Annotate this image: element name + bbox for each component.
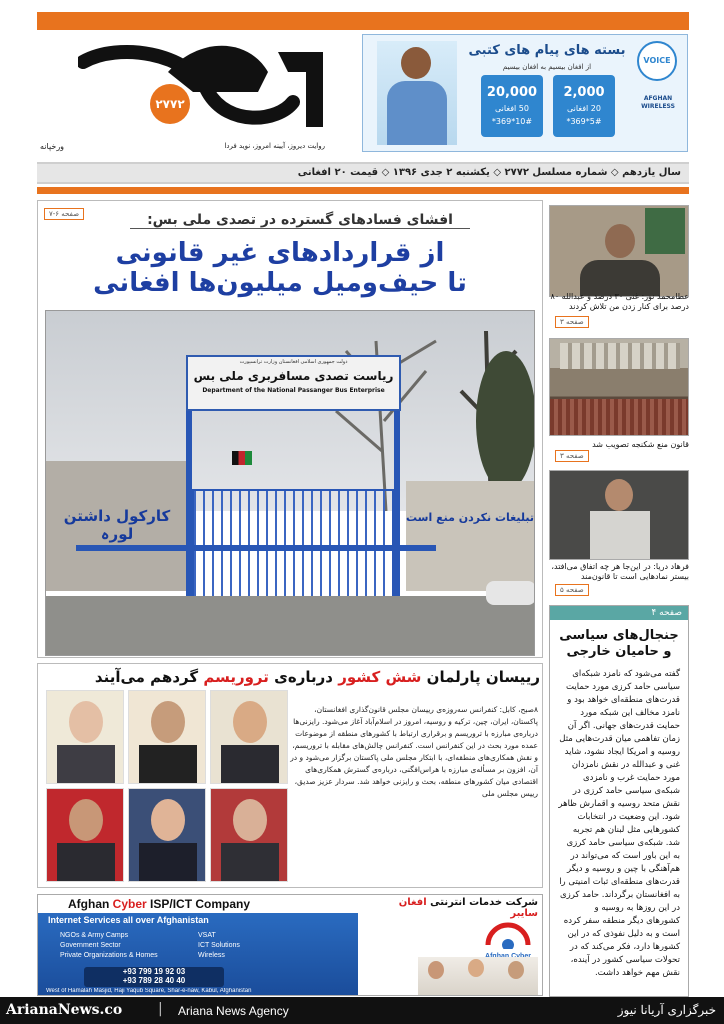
ad-people-image (418, 957, 538, 996)
issue-info-bar (37, 162, 689, 184)
footer-agency-fa: خبرگزاری آریانا نیوز (617, 1003, 716, 1017)
flag (232, 451, 252, 465)
opinion-column[interactable] (549, 605, 689, 997)
entrance-sign (186, 355, 401, 411)
ad-phone-1: +93 799 19 92 03 (122, 967, 186, 976)
issue-serial: شماره مسلسل ۲۷۷۲ (504, 167, 608, 178)
ad-phone-2: +93 789 28 40 40 (122, 976, 186, 985)
portrait-5 (128, 788, 206, 882)
sign-english: Department of the National Passanger Bus Enterprise (202, 387, 385, 394)
ad-service-item: VSAT (198, 932, 216, 939)
headline-part-1: رییسان پارلمان (426, 668, 540, 686)
headline-red-1: شش کشور (338, 668, 422, 686)
wall-text-left: کارکول داشتن لورہ (63, 507, 171, 543)
portrait-4 (46, 788, 124, 882)
issue-year: سال یازدهم (622, 167, 681, 178)
ad-service-item: Government Sector (60, 942, 121, 949)
parked-car (486, 581, 535, 605)
footer-separator: | (158, 1001, 163, 1017)
top-advertisement[interactable] (362, 34, 688, 152)
wall-text-right: تبلیغات نکردن منع است (406, 511, 534, 524)
ad-voice-logo: VOICE (637, 41, 677, 81)
ad-service-item: ICT Solutions (198, 942, 240, 949)
ad-top-title: بسته های پیام های کتبی (468, 43, 626, 58)
lead-photo[interactable] (45, 310, 535, 656)
ad-box-2-label: 20 افغانی (567, 104, 601, 113)
ad-services-left (60, 931, 158, 961)
side-page-ref-1[interactable]: صفحه ۳ (555, 316, 589, 328)
gate-post-right (394, 411, 400, 601)
ad-box-2-code: *369*5# (566, 117, 602, 126)
portrait-3 (210, 690, 288, 784)
portrait-1 (46, 690, 124, 784)
column-title[interactable]: جنجال‌های سیاسی و حامیان خارجی (559, 628, 679, 659)
side-photo-2[interactable] (549, 338, 689, 436)
portrait-2 (128, 690, 206, 784)
column-page-ref[interactable]: صفحه ۴ (550, 606, 688, 620)
paper-tag: ورخپانه (40, 142, 65, 151)
ad-address: West of Hamalah Masjid, Haji Yaqub Square, Shar-e-naw, Kabul, Afghanistan (46, 988, 252, 994)
lead-headline[interactable] (60, 238, 500, 298)
ad-box-1-amount: 20,000 (486, 85, 538, 100)
second-story-headline[interactable] (42, 668, 540, 686)
lead-kicker: افشای فسادهای گسترده در تصدی ملی بس: (130, 212, 470, 229)
orange-divider (37, 187, 689, 194)
ad-bottom-title-en (68, 897, 250, 911)
ad-title-part-2: Cyber (112, 897, 147, 911)
diamond-icon: ◇ (607, 167, 619, 178)
ad-bottom-subtitle: Internet Services all over Afghanistan (48, 915, 209, 925)
headline-part-3: گردهم می‌آیند (94, 668, 199, 686)
footer-bar (0, 997, 724, 1024)
footer-site[interactable]: ArianaNews.co (6, 1002, 123, 1018)
sign-top-line: دولت جمهوری اسلامی افغانستان وزارت ترانسپورت (239, 359, 348, 365)
diamond-icon: ◇ (489, 167, 502, 178)
ad-service-item: NGOs & Army Camps (60, 932, 129, 939)
ad-box-1-code: *369*10# (491, 117, 533, 126)
ad-top-box-2 (553, 75, 615, 137)
ad-service-item: Wireless (198, 952, 225, 959)
ad-top-model-image (377, 41, 457, 145)
top-orange-bar (37, 12, 689, 30)
second-story-body: ۸صبح، کابل: کنفرانس سه‌روزه‌ی رییسان مجلس قانون‌گذاری افغانستان، پاکستان، ایران، چین، ترکیه و روسیه، امروز در اسلام‌آباد آغاز می‌شود. رایزنی‌ها درباره‌ی مبارزه با تروریسم و برقراری ارتباط با کشورهای منطقه از موضوعات عمده مورد بحث در این کنفرانس است. کنفرانس چالش‌های مقابله با تروریسم، و نقش همکاری‌های منطقه‌ای، با ابتکار مجلس ملی پاکستان برگزار می‌شود و در آن، افزون بر مسأله‌ی مبارزه با هراس‌افگنی، درباره‌ی گسترش همکاری‌های اقتصادی میان کشورهای منطقه، بحث و رایزنی خواهد شد. سردار عزیز صدیق، رییس مجلس ملی (290, 705, 538, 798)
ad-top-box-1 (481, 75, 543, 137)
barrier-bar (76, 545, 436, 551)
sign-persian: ریاست تصدی مسافربری ملی بس (193, 369, 394, 383)
right-wall (406, 481, 535, 591)
logo-graphic (78, 32, 328, 144)
lead-page-ref[interactable]: صفحه ۶-۷ (44, 208, 84, 220)
road (46, 596, 535, 656)
lead-headline-line-1: از قراردادهای غیر قانونی (115, 238, 445, 268)
lead-headline-line-2: تا حیف‌ومیل میلیون‌ها افغانی (93, 268, 467, 298)
headline-part-2: درباره‌ی (274, 668, 333, 686)
column-body: گفته می‌شود که نامزد شبکه‌ای سیاسی حامد کرزی مورد حمایت قدرت‌های منطقه‌ای خواهد بود و نامزد مخالف این شبکه مورد حمایت قدرت‌های جهانی. اگر آن زمان تفاهمی میان قدرت‌هایی مثل روسیه و امریکا ایجاد نشود، شاید غنی و عبدالله در نقش نامزدان مورد حمایت غرب و نامزدی شبکه‌ی سیاسی حامد کرزی در نقش متحد روسیه و اقمارش ظاهر شود. این وضعیت در انتخابات کشورهایی مثل لبنان هم تجربه شد. شبکه‌ی سیاسی حامد کرزی به این باور است که می‌تواند در هم‌آهنگی با چین و روسیه و دیگر قدرت‌های منطقه‌ای ثبات امنیتی را به افغانستان برگرداند. حامد کرزی در این روزها به روسیه و کشورهای دیگر منطقه سفر کرده است و به دلیل نفوذی که در این کشورها دارد، فکر می‌کند که در تحولات سیاسی کشور در آینده، نقش مهم خواهد داشت. (558, 669, 680, 978)
ad-title-part-3: ISP/ICT Company (150, 897, 251, 911)
side-photo-3[interactable] (549, 470, 689, 560)
ad-title-part-1: Afghan (68, 897, 110, 911)
side-page-ref-2[interactable]: صفحه ۳ (555, 450, 589, 462)
headline-red-2: تروریسم (203, 668, 269, 686)
ad-carrier-logo: AFGHAN WIRELESS (641, 95, 675, 110)
side-caption-3[interactable]: فرهاد دریا: در این‌جا هر چه اتفاق می‌افتد، بیستر نمادهایی است تا قانون‌مند (551, 562, 689, 581)
afghan-cyber-logo-icon (478, 915, 538, 949)
issue-badge: ۲۷۷۲ (155, 97, 185, 111)
ad-box-2-amount: 2,000 (563, 85, 605, 100)
issue-price: قیمت ۲۰ افغانی (297, 167, 379, 178)
side-caption-1[interactable]: عطامحمد نور: غنی ۳۰ درصد و عبدالله ۸۰ درصد برای کنار زدن من تلاش کردند (550, 292, 689, 311)
ad-box-1-label: 50 افغانی (495, 104, 529, 113)
footer-agency[interactable]: Ariana News Agency (178, 1004, 289, 1018)
ad-title-fa-part-1: شرکت خدمات انترنتی (430, 897, 538, 908)
ad-phone-box[interactable] (84, 967, 224, 987)
masthead-tagline: روایت دیروز، آیینه امروز، نوید فردا (224, 142, 325, 150)
diamond-icon: ◇ (378, 167, 390, 178)
ad-top-subtitle: از افغان بیسیم به افغان بیسیم (502, 63, 592, 71)
bottom-advertisement[interactable] (37, 894, 543, 996)
side-caption-2[interactable]: قانون منع شکنجه تصویب شد (592, 440, 689, 449)
ad-service-item: Private Organizations & Homes (60, 952, 158, 959)
issue-date: یکشنبه ۲ جدی ۱۳۹۶ (392, 167, 490, 178)
ad-title-fa-part-2: افغان سایبر (398, 897, 538, 919)
portrait-6 (210, 788, 288, 882)
side-page-ref-3[interactable]: صفحه ۵ (555, 584, 589, 596)
ad-services-right (198, 931, 240, 961)
masthead-logo[interactable] (78, 32, 328, 144)
side-photo-1[interactable] (549, 205, 689, 297)
